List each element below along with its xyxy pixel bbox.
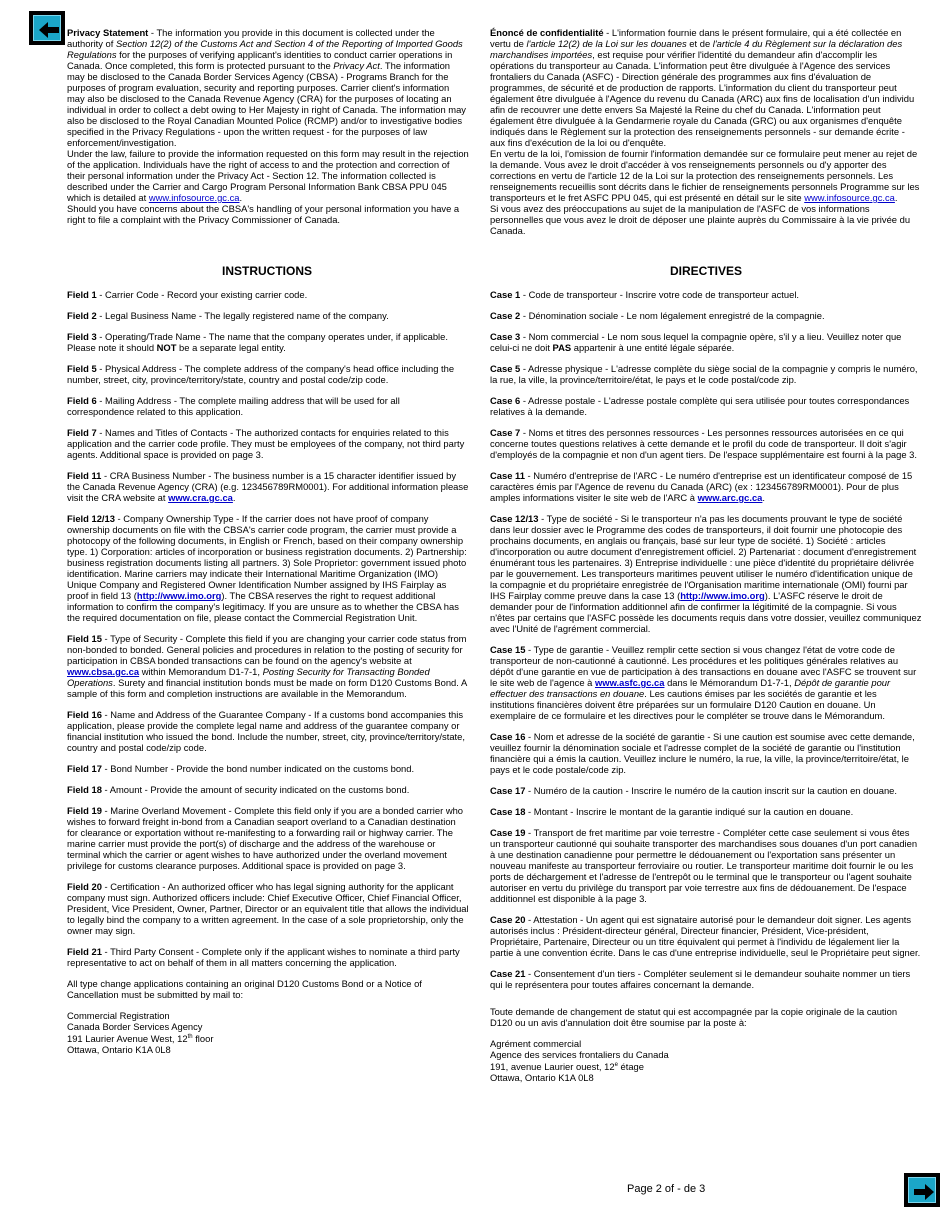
- directives-list: [490, 289, 922, 1083]
- privacy-statement-fr: [490, 27, 922, 236]
- imo-link-en[interactable]: http://www.imo.org: [136, 590, 222, 601]
- case-6-directive: Case 6 - Adresse postale - L'adresse postale complète qui sera utilisée pour toutes correspondances relatives à la demande.: [490, 395, 910, 417]
- case-20-directive: Case 20 - Attestation - Un agent qui est signataire autorisé pour le demandeur doit signer. Les agents autorisés inclus : Président-directeur général, Directeur financier, Président, Vice-président, Propriétaire, Partenaire, Directeur ou un titre équivalent qui permet à l'individu de légalement lier la partie à une convention écrite. Dans le cas d'une entreprise individuelle, seul le Propriétaire peut signer.: [490, 914, 921, 958]
- previous-page-button[interactable]: [29, 11, 65, 45]
- privacy-en-para-1: Privacy Statement - The information you provide in this document is collected under the authority of Section 12(2) of the Customs Act and Section 4 of the Reporting of Imported Goods Regulations for the purposes of verifying applicant's identities to conduct carrier operations in Canada. Once completed, this form is protected pursuant to the Privacy Act. The information may be disclosed to the Canada Border Services Agency (CBSA) - Programs Branch for the purposes of program evaluation, security and reporting purposes. Carrier client's information may also be disclosed to the Canada Revenue Agency (CRA) for the purposes of locating an individual in order to collect a debt owing to Her Majesty in right of Canada. The information may also be disclosed to the Royal Canadian Mounted Police (RCMP) and/or to investigative bodies specified in the Privacy Regulations - upon the written request - for the purposes of law enforcement/investigation.: [67, 27, 466, 148]
- page-number: Page 2 of - de 3: [627, 1183, 706, 1195]
- field-20-instruction: Field 20 - Certification - An authorized officer who has legal signing authority for the applicant company must sign. Authorized officers include: Chief Executive Officer, Chief Financial Officer, President, Vice President, Owner, Partner, Director or an equivalent title that allows the individual to legally bind the company to a written agreement. In the case of a sole proprietorship, only the owner may sign.: [67, 881, 469, 936]
- field-21-instruction: Field 21 - Third Party Consent - Complete only if the applicant wishes to nominate a third party representative to act on behalf of them in all matters concerning the application.: [67, 946, 460, 968]
- field-1-instruction: Field 1 - Carrier Code - Record your existing carrier code.: [67, 289, 308, 300]
- privacy-en-para-2: Under the law, failure to provide the information requested on this form may result in the rejection of the application. Individuals have the right of access to and the protection and correction of their personal information under the Privacy Act - Section 12. The information collected is described under the Carrier and Cargo Program Personal Information Bank CBSA PPU 045 which is detailed at www.infosource.gc.ca.: [67, 148, 469, 203]
- case-17-directive: Case 17 - Numéro de la caution - Inscrire le numéro de la caution inscrit sur la caution en douane.: [490, 785, 898, 796]
- privacy-fr-para-1: Énoncé de confidentialité - L'information fournie dans le présent formulaire, qui a été collectée en vertu de l'article 12(2) de la Loi sur les douanes et de l'article 4 du Règlement sur la déclaration des marchandises importées, est requise pour vérifier l'identité du demandeur afin d'accomplir les opérations du transporteur au Canada. L'information peut être divulguée à l'Agence des services frontaliers du Canada (ASFC) - Direction générale des programmes aux fins d'évaluation de programmes, de sécurité et de production de rapports. L'information du client du transporteur peut également être divulguée à l'Agence du revenu du Canada (ARC) aux fins de localisation d'un individu afin de recouvrer une dette envers Sa Majesté la Reine du chef du Canada. L'information peut également être divulguée à la Gendarmerie royale du Canada (GRC) ou aux organismes d'enquête indiqués dans le Règlement sur la protection des renseignements personnels - sur demande écrite - aux fins d'exécution de la loi ou d'enquête.: [490, 27, 915, 148]
- privacy-statement-en: [67, 27, 469, 225]
- field-15-instruction: Field 15 - Type of Security - Complete this field if you are changing your carrier code status from non-bonded to bonded. General policies and procedures in relation to the posting of security for participation in CBSA bonded transactions can be found on the agency's website at www.cbsa.gc.ca within Memorandum D1-7-1, Posting Security for Transacting Bonded Operations. Surety and financial institution bonds must be made on form D120 Customs Bond. A sample of this form and completion instructions are available in the Memorandum.: [67, 633, 467, 699]
- privacy-fr-para-2: En vertu de la loi, l'omission de fournir l'information demandée sur ce formulaire peut mener au rejet de la demande. Vous avez le droit d'accéder à vos renseignements personnels ou d'y apporter des corrections en vertu de l'article 12 de la Loi sur la protection des renseignements personnels. Les renseignements recueillis sont décrits dans le fichier de renseignements personnels Programme sur les transporteurs et le fret ASFC PPU 045, qui est présenté en détail sur le site www.infosource.gc.ca.: [490, 148, 920, 203]
- instructions-heading: INSTRUCTIONS: [222, 264, 312, 278]
- field-6-instruction: Field 6 - Mailing Address - The complete mailing address that will be used for all correspondence related to this application.: [67, 395, 400, 417]
- case-16-directive: Case 16 - Nom et adresse de la société de garantie - Si une caution est soumise avec cette demande, veuillez fournir la dénomination sociale et l'adresse complet de la société de garantie ou l'institution financière qui a émis la caution. Veuillez inclure le numéro, la rue, la ville, la province/territoire/état, le pays et le code postale/code zip.: [490, 731, 915, 775]
- mail-note-en: All type change applications containing an original D120 Customs Bond or a Notice of Cancellation must be submitted by mail to:: [67, 978, 422, 1000]
- arrow-left-icon: [33, 15, 61, 41]
- infosource-link-en[interactable]: www.infosource.gc.ca: [148, 192, 240, 203]
- field-18-instruction: Field 18 - Amount - Provide the amount of security indicated on the customs bond.: [67, 784, 410, 795]
- mailing-address-en: Commercial Registration Canada Border Services Agency 191 Laurier Avenue West, 12th floor Ottawa, Ontario K1A 0L8: [67, 1010, 214, 1056]
- privacy-fr-para-3: Si vous avez des préoccupations au sujet de la manipulation de l'ASFC de vos informations personnelles que vous avez le droit de déposer une plainte auprès du Commissaire à la vie privée du Canada.: [490, 203, 911, 236]
- case-3-directive: Case 3 - Nom commercial - Le nom sous lequel la compagnie opère, s'il y a lieu. Veuillez noter que celui-ci ne doit PAS appartenir à une entité légale séparée.: [490, 331, 902, 353]
- imo-link-fr[interactable]: http://www.imo.org: [680, 590, 765, 601]
- field-19-instruction: Field 19 - Marine Overland Movement - Complete this field only if you are a bonded carrier who wishes to forward freight in-bond from a Canadian seaport overland to a Canadian destination for clearance or exportation without re-manifesting to a forwarding rail or highway carrier. The marine carrier must provide the port(s) of discharge and the address of the warehouse or terminal which the carrier or agent wishes to have authorized under the overland movement privilege for customs clearance purposes. Additional space is provided on page 3.: [67, 805, 464, 871]
- field-5-instruction: Field 5 - Physical Address - The complete address of the company's head office including the number, street, city, province/territory/state, country and postal code/zip code.: [67, 363, 455, 385]
- directives-heading: DIRECTIVES: [669, 264, 742, 278]
- field-12-13-instruction: Field 12/13 - Company Ownership Type - If the carrier does not have proof of company ownership documents on file with the CBSA's carrier code program, the carrier must provide a photocopy of the following documents, in English or French, based on their company ownership type. 1) Corporation: articles of incorporation or business registration documents. 2) Partnership: business registration documents listing all partners. 3) Sole Proprietor: government issued photo identification. Marine carriers may indicate their International Maritime Organization (IMO) Unique Company and Registered Owner Identification Number assigned by IHS Fairplay as proof in field 13 (http://www.imo.org). The CBSA reserves the right to request additional information to confirm the company's legitimacy. If you are unsure as to whether the CBSA has the required documentation on file, please contact the Commercial Registration Unit.: [67, 513, 467, 623]
- mailing-address-fr: Agrément commercial Agence des services frontaliers du Canada 191, avenue Laurier ouest, 12e étage Ottawa, Ontario K1A 0L8: [490, 1038, 669, 1084]
- case-21-directive: Case 21 - Consentement d'un tiers - Compléter seulement si le demandeur souhaite nommer un tiers qui le représentera pour toutes affaires concernant la demande.: [490, 968, 911, 990]
- cra-link[interactable]: www.cra.gc.ca: [168, 492, 233, 503]
- arrow-right-icon: [908, 1177, 936, 1203]
- asfc-link[interactable]: www.asfc.gc.ca: [594, 677, 665, 688]
- case-1-directive: Case 1 - Code de transporteur - Inscrire votre code de transporteur actuel.: [490, 289, 800, 300]
- field-2-instruction: Field 2 - Legal Business Name - The legally registered name of the company.: [67, 310, 389, 321]
- case-2-directive: Case 2 - Dénomination sociale - Le nom légalement enregistré de la compagnie.: [490, 310, 825, 321]
- field-16-instruction: Field 16 - Name and Address of the Guarantee Company - If a customs bond accompanies this application, please provide the complete legal name and address of the guarantee company or financial institution who issued the bond. Include the number, street, city, province/territory/state, country and postal code/zip code.: [67, 709, 465, 753]
- mail-note-fr: Toute demande de changement de statut qui est accompagnée par la copie originale de la caution D120 ou un avis d'annulation doit être soumise par la poste à:: [490, 1006, 898, 1028]
- case-7-directive: Case 7 - Noms et titres des personnes ressources - Les personnes ressources autorisées en ce qui concerne toutes questions relatives à cette demande et le profil du code de transporteur. Il doit s'agir d'employés de la compagnie et non d'un agent tiers. De l'espace supplémentaire est fourni à la page 3.: [490, 427, 917, 460]
- field-17-instruction: Field 17 - Bond Number - Provide the bond number indicated on the customs bond.: [67, 763, 415, 774]
- cbsa-link[interactable]: www.cbsa.gc.ca: [67, 666, 140, 677]
- infosource-link-fr[interactable]: www.infosource.gc.ca: [804, 192, 895, 203]
- instructions-list: [67, 289, 469, 1055]
- case-15-directive: Case 15 - Type de garantie - Veuillez remplir cette section si vous changez l'état de votre code de transporteur de non-cautionné à cautionné. Les procédures et les politiques générales relatives au dépôt d'une garantie en vue de participation à des transactions en douane avec l'ASFC se trouvent sur le site web de l'agence à www.asfc.gc.ca dans le Mémorandum D1-7-1, Dépôt de garantie pour effectuer des transactions en douane. Les cautions émises par les sociétés de garantie et les institutions financières doivent être préparées sur un formulaire D120 Caution en douane. Un exemplaire de ce formulaire et les directives pour le compléter se trouve dans le Mémorandum.: [490, 644, 917, 721]
- privacy-en-para-3: Should you have concerns about the CBSA's handling of your personal information you have a right to file a complaint with the Privacy Commissioner of Canada.: [67, 203, 460, 225]
- case-12-13-directive: Case 12/13 - Type de société - Si le transporteur n'a pas les documents prouvant le type de société dans leur dossier avec le Programme des codes de transporteurs, il doit fournir une photocopie des prochains documents, en anglais ou français, basé sur leur type de société. 1) Société : articles d'incorporation ou autre document d'enregistrement officiel. 2) Partenariat : document d'enregistrement énumérant tous les partenaires. 3) Entreprise individuelle : une pièce d'identité du propriétaire délivrée par le gouvernement. Les transporteurs maritimes peuvent utiliser le numéro d'identification unique de la compagnie et du propriétaire enregistrée de l'Organisation maritime internationale (OMI) fourni par IHS Fairplay comme preuve dans la case 13 (http://www.imo.org). L'ASFC réserve le droit de demander pour de l'information additionnel afin de confirmer la légitimité de la compagnie. Si vous n'êtes par certains que l'ASFC possède les documents requis dans votre dossier, veuillez communiquez avec l'Unité de l'agrément commercial.: [490, 513, 922, 634]
- case-5-directive: Case 5 - Adresse physique - L'adresse complète du siège social de la compagnie y compris le numéro, la rue, la ville, la province/territoire/état, le pays et le code postal/code zip.: [490, 363, 918, 385]
- case-11-directive: Case 11 - Numéro d'entreprise de l'ARC - Le numéro d'entreprise est un identificateur composé de 15 caractères émis par l'Agence de revenu du Canada (ARC) (ex : 123456789RM0001). Pour de plus amples informations visiter le site web de l'ARC à www.arc.gc.ca.: [490, 470, 913, 503]
- field-3-instruction: Field 3 - Operating/Trade Name - The name that the company operates under, if applicable. Please note it should NOT be a separate legal entity.: [67, 331, 448, 353]
- field-11-instruction: Field 11 - CRA Business Number - The business number is a 15 character identifier issued by the Canada Revenue Agency (CRA) (e.g. 123456789RM0001). For additional information please visit the CRA website at www.cra.gc.ca.: [67, 470, 469, 503]
- field-7-instruction: Field 7 - Names and Titles of Contacts - The authorized contacts for enquiries related to this application and the carrier code profile. They must be employees of the company, not third party agents. Additional space is provided on page 3.: [67, 427, 465, 460]
- next-page-button[interactable]: [904, 1173, 940, 1207]
- case-19-directive: Case 19 - Transport de fret maritime par voie terrestre - Compléter cette case seulement si vous êtes un transporteur cautionné qui souhaite transporter des marchandises sous douanes d'un port canadien à une destination canadienne pour permettre le dédouanement ou l'exportation sans présenter un nouveau manifeste au transporteur ferroviaire ou routier. Le transporteur maritime doit fournir le ou les ports de déchargement et l'adresse de l'entrepôt ou le terminal que le transporteur ou l'agent souhaite autoriser en vertu du privilège du transport par voie terrestre aux fins de dédouanement. De l'espace additionnel est disponible à la page 3.: [490, 827, 918, 904]
- case-18-directive: Case 18 - Montant - Inscrire le montant de la garantie indiqué sur la caution en douane.: [490, 806, 854, 817]
- arc-link[interactable]: www.arc.gc.ca: [697, 492, 763, 503]
